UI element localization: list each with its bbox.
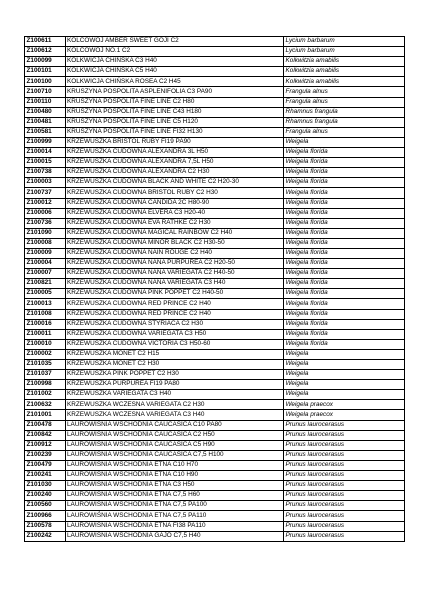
table-row	[25, 248, 405, 258]
product-code-cell: Z100101	[25, 67, 66, 77]
latin-name-cell: Weigela florida	[284, 319, 405, 329]
table-row	[25, 47, 405, 57]
table-row	[25, 400, 405, 410]
latin-name-cell: Frangula alnus	[284, 97, 405, 107]
product-code-cell: Z100015	[25, 158, 66, 168]
product-code-cell: Z100014	[25, 148, 66, 158]
latin-name-cell: Weigela florida	[284, 259, 405, 269]
table-row	[25, 349, 405, 359]
table-row	[25, 329, 405, 339]
table-row	[25, 420, 405, 430]
latin-name-cell: Weigela florida	[284, 329, 405, 339]
table-row	[25, 289, 405, 299]
product-name-cell: KRZEWUSZKA CUDOWNA RED PRINCE C2 H40	[65, 299, 284, 309]
product-name-cell: KRZEWUSZKA CUDOWNA MINOR BLACK C2 H30-50	[65, 238, 284, 248]
table-row	[25, 511, 405, 521]
product-name-cell: KRZEWUSZKA CUDOWNA NAIN ROUGE C2 H40	[65, 248, 284, 258]
product-name-cell: KRZEWUSZKA CUDOWNA PINK POPPET C2 H40-50	[65, 289, 284, 299]
table-row	[25, 410, 405, 420]
table-row	[25, 430, 405, 440]
latin-name-cell: Weigela florida	[284, 168, 405, 178]
product-name-cell: KRZEWUSZKA CUDOWNA MAGICAL RAINBOW C2 H40	[65, 228, 284, 238]
product-code-cell: Z100110	[25, 97, 66, 107]
latin-name-cell: Weigela florida	[284, 248, 405, 258]
plant-table-body	[25, 37, 405, 542]
table-row	[25, 370, 405, 380]
product-code-cell: Z100010	[25, 339, 66, 349]
product-code-cell: Z100100	[25, 77, 66, 87]
product-name-cell: KRZEWUSZKA PINK POPPET C2 H30	[65, 370, 284, 380]
product-name-cell: KRZEWUSZKA CUDOWNA RED PRINCE C2 H40	[65, 309, 284, 319]
latin-name-cell: Weigela florida	[284, 148, 405, 158]
product-name-cell: KOLCOWÓJ NO.1 C2	[65, 47, 284, 57]
table-row	[25, 218, 405, 228]
product-name-cell: KRZEWUSZKA CUDOWNA VARIEGATA C3 H50	[65, 329, 284, 339]
product-name-cell: KRZEWUSZKA CUDOWNA BLACK AND WHITE C2 H20-30	[65, 178, 284, 188]
table-row	[25, 491, 405, 501]
product-code-cell: Z101090	[25, 228, 66, 238]
table-row	[25, 309, 405, 319]
product-name-cell: LAUROWIŚNIA WSCHODNIA ETNA C10 H90	[65, 471, 284, 481]
product-code-cell: Z100002	[25, 349, 66, 359]
product-name-cell: KRUSZYNA POSPOLITA FINE LINE FI32 H130	[65, 127, 284, 137]
plant-table	[24, 36, 405, 542]
product-code-cell: Z100611	[25, 37, 66, 47]
table-row	[25, 521, 405, 531]
latin-name-cell: Weigela florida	[284, 218, 405, 228]
table-row	[25, 531, 405, 541]
product-name-cell: KRZEWUSZKA VARIEGATA C3 H40	[65, 390, 284, 400]
table-row	[25, 339, 405, 349]
latin-name-cell: Weigela florida	[284, 188, 405, 198]
product-name-cell: LAUROWIŚNIA WSCHODNIA ETNA C7,5 H60	[65, 491, 284, 501]
product-code-cell: Z100912	[25, 440, 66, 450]
table-row	[25, 471, 405, 481]
product-name-cell: KRZEWUSZKA CUDOWNA BRISTOL RUBY C2 H30	[65, 188, 284, 198]
table-row	[25, 228, 405, 238]
latin-name-cell: Lycium barbarum	[284, 47, 405, 57]
table-row	[25, 259, 405, 269]
product-code-cell: Z100998	[25, 380, 66, 390]
product-name-cell: LAUROWIŚNIA WSCHODNIA GAJO C7,5 H40	[65, 531, 284, 541]
latin-name-cell: Weigela florida	[284, 269, 405, 279]
latin-name-cell: Weigela	[284, 390, 405, 400]
table-row	[25, 67, 405, 77]
latin-name-cell: Weigela	[284, 380, 405, 390]
product-name-cell: KRZEWUSZKA CUDOWNA CANDIDA 2C H80-90	[65, 198, 284, 208]
latin-name-cell: Weigela praecox	[284, 410, 405, 420]
product-name-cell: LAUROWIŚNIA WSCHODNIA CAUCASICA C5 H90	[65, 440, 284, 450]
latin-name-cell: Kolkwitzia amabilis	[284, 67, 405, 77]
table-row	[25, 450, 405, 460]
latin-name-cell: Weigela florida	[284, 208, 405, 218]
product-name-cell: KRUSZYNA POSPOLITA FINE LINE C43 H180	[65, 107, 284, 117]
product-code-cell: Z100999	[25, 137, 66, 147]
product-name-cell: KOLCOWÓJ AMBER SWEET GOJI C2	[65, 37, 284, 47]
table-row	[25, 208, 405, 218]
product-name-cell: KRZEWUSZKA CUDOWNA STYRIACA C2 H30	[65, 319, 284, 329]
product-code-cell: Z101030	[25, 481, 66, 491]
latin-name-cell: Weigela florida	[284, 339, 405, 349]
product-code-cell: Z100239	[25, 450, 66, 460]
product-name-cell: LAUROWIŚNIA WSCHODNIA ETNA FI38 PA110	[65, 521, 284, 531]
table-row	[25, 360, 405, 370]
product-code-cell: Z100737	[25, 188, 66, 198]
latin-name-cell: Weigela florida	[284, 299, 405, 309]
table-row	[25, 37, 405, 47]
product-name-cell: LAUROWIŚNIA WSCHODNIA CAUCASICA C2 H50	[65, 430, 284, 440]
product-name-cell: KRZEWUSZKA CUDOWNA ALEXANDRA 3L H50	[65, 148, 284, 158]
product-name-cell: KRZEWUSZKA BRISTOL RUBY FI19 PA90	[65, 137, 284, 147]
product-name-cell: KRZEWUSZKA CUDOWNA NANA VARIEGATA C3 H40	[65, 279, 284, 289]
table-row	[25, 107, 405, 117]
product-code-cell: Z100478	[25, 420, 66, 430]
product-code-cell: Z100241	[25, 471, 66, 481]
plant-list-page	[24, 36, 400, 542]
table-row	[25, 168, 405, 178]
table-row	[25, 137, 405, 147]
product-code-cell: Z100016	[25, 319, 66, 329]
product-code-cell: Z100005	[25, 289, 66, 299]
latin-name-cell: Weigela florida	[284, 279, 405, 289]
product-name-cell: KRUSZYNA POSPOLITA ASPLENIFOLIA C3 PA90	[65, 87, 284, 97]
latin-name-cell: Weigela	[284, 360, 405, 370]
table-row	[25, 198, 405, 208]
product-code-cell: Z101037	[25, 370, 66, 380]
latin-name-cell: Prunus laurocerasus	[284, 491, 405, 501]
product-code-cell: Z101035	[25, 360, 66, 370]
table-row	[25, 279, 405, 289]
latin-name-cell: Weigela praecox	[284, 400, 405, 410]
table-row	[25, 188, 405, 198]
table-row	[25, 158, 405, 168]
latin-name-cell: Kolkwitzia amabilis	[284, 77, 405, 87]
product-code-cell: Z100012	[25, 198, 66, 208]
table-row	[25, 127, 405, 137]
table-row	[25, 97, 405, 107]
latin-name-cell: Frangula alnus	[284, 87, 405, 97]
latin-name-cell: Weigela	[284, 349, 405, 359]
product-name-cell: KRZEWUSZKA WCZESNA VARIEGATA C2 H30	[65, 400, 284, 410]
latin-name-cell: Prunus laurocerasus	[284, 460, 405, 470]
product-name-cell: KRZEWUSZKA CUDOWNA EVA RATHKE C2 H30	[65, 218, 284, 228]
latin-name-cell: Prunus laurocerasus	[284, 531, 405, 541]
latin-name-cell: Weigela florida	[284, 289, 405, 299]
latin-name-cell: Kolkwitzia amabilis	[284, 57, 405, 67]
product-code-cell: Z100966	[25, 511, 66, 521]
product-name-cell: KOLKWICJA CHIŃSKA C3 H40	[65, 57, 284, 67]
latin-name-cell: Weigela florida	[284, 309, 405, 319]
product-name-cell: KRZEWUSZKA CUDOWNA NANA VARIEGATA C2 H40-50	[65, 269, 284, 279]
latin-name-cell: Prunus laurocerasus	[284, 501, 405, 511]
product-name-cell: KRZEWUSZKA CUDOWNA ELVERA C3 H20-40	[65, 208, 284, 218]
product-code-cell: Z100612	[25, 47, 66, 57]
product-name-cell: KRZEWUSZKA PURPUREA FI19 PA80	[65, 380, 284, 390]
table-row	[25, 57, 405, 67]
latin-name-cell: Rhamnus frangula	[284, 107, 405, 117]
latin-name-cell: Rhamnus frangula	[284, 117, 405, 127]
table-row	[25, 77, 405, 87]
product-name-cell: KOLKWICJA CHIŃSKA C5 H40	[65, 67, 284, 77]
product-code-cell: Z100480	[25, 107, 66, 117]
latin-name-cell: Frangula alnus	[284, 127, 405, 137]
product-code-cell: Z100479	[25, 460, 66, 470]
latin-name-cell: Prunus laurocerasus	[284, 420, 405, 430]
latin-name-cell: Prunus laurocerasus	[284, 521, 405, 531]
latin-name-cell: Weigela	[284, 370, 405, 380]
product-name-cell: KRZEWUSZKA CUDOWNA ALEXANDRA 7,5L H50	[65, 158, 284, 168]
table-row	[25, 390, 405, 400]
latin-name-cell: Prunus laurocerasus	[284, 450, 405, 460]
product-name-cell: KRZEWUSZKA WCZESNA VARIEGATA C3 H40	[65, 410, 284, 420]
latin-name-cell: Prunus laurocerasus	[284, 471, 405, 481]
table-row	[25, 238, 405, 248]
product-code-cell: Z100004	[25, 259, 66, 269]
latin-name-cell: Prunus laurocerasus	[284, 440, 405, 450]
latin-name-cell: Weigela	[284, 137, 405, 147]
product-code-cell: Z100560	[25, 501, 66, 511]
product-name-cell: LAUROWIŚNIA WSCHODNIA ETNA C10 H70	[65, 460, 284, 470]
product-name-cell: KOLKWICJA CHIŃSKA ROSEA C2 H45	[65, 77, 284, 87]
table-row	[25, 87, 405, 97]
latin-name-cell: Prunus laurocerasus	[284, 511, 405, 521]
product-code-cell: Z100003	[25, 178, 66, 188]
product-code-cell: Z100011	[25, 329, 66, 339]
product-code-cell: Z100009	[25, 248, 66, 258]
product-code-cell: Z100008	[25, 238, 66, 248]
table-row	[25, 460, 405, 470]
table-row	[25, 178, 405, 188]
product-code-cell: Z100242	[25, 531, 66, 541]
product-name-cell: KRUSZYNA POSPOLITA FINE LINE C5 H120	[65, 117, 284, 127]
product-code-cell: Z100006	[25, 208, 66, 218]
product-code-cell: Z100578	[25, 521, 66, 531]
table-row	[25, 148, 405, 158]
table-row	[25, 380, 405, 390]
product-name-cell: LAUROWIŚNIA WSCHODNIA ETNA C3 H50	[65, 481, 284, 491]
latin-name-cell: Weigela florida	[284, 238, 405, 248]
table-row	[25, 117, 405, 127]
product-name-cell: LAUROWIŚNIA WSCHODNIA ETNA C7,5 PA110	[65, 511, 284, 521]
product-name-cell: LAUROWIŚNIA WSCHODNIA ETNA C7,5 PA100	[65, 501, 284, 511]
product-code-cell: Z100099	[25, 57, 66, 67]
latin-name-cell: Weigela florida	[284, 198, 405, 208]
latin-name-cell: Lycium barbarum	[284, 37, 405, 47]
product-code-cell: Z100007	[25, 269, 66, 279]
product-code-cell: Z100240	[25, 491, 66, 501]
product-name-cell: KRZEWUSZKA CUDOWNA NANA PURPUREA C2 H20-50	[65, 259, 284, 269]
product-code-cell: Z101008	[25, 309, 66, 319]
product-code-cell: Z100738	[25, 168, 66, 178]
product-code-cell: Z101002	[25, 390, 66, 400]
latin-name-cell: Weigela florida	[284, 158, 405, 168]
product-name-cell: KRZEWUSZKA CUDOWNA ALEXANDRA C2 H30	[65, 168, 284, 178]
latin-name-cell: Weigela florida	[284, 178, 405, 188]
table-row	[25, 481, 405, 491]
product-code-cell: Z100632	[25, 400, 66, 410]
product-code-cell: Z100710	[25, 87, 66, 97]
product-name-cell: LAUROWIŚNIA WSCHODNIA CAUCASICA C10 PA80	[65, 420, 284, 430]
product-name-cell: KRZEWUSZKA MONET C2 H30	[65, 360, 284, 370]
product-name-cell: LAUROWIŚNIA WSCHODNIA CAUCASICA C7,5 H100	[65, 450, 284, 460]
product-code-cell: Z100821	[25, 279, 66, 289]
latin-name-cell: Prunus laurocerasus	[284, 481, 405, 491]
table-row	[25, 299, 405, 309]
product-code-cell: Z100013	[25, 299, 66, 309]
product-code-cell: Z100581	[25, 127, 66, 137]
product-code-cell: Z100736	[25, 218, 66, 228]
table-row	[25, 269, 405, 279]
product-name-cell: KRUSZYNA POSPOLITA FINE LINE C2 H80	[65, 97, 284, 107]
latin-name-cell: Weigela florida	[284, 228, 405, 238]
product-code-cell: Z101001	[25, 410, 66, 420]
table-row	[25, 319, 405, 329]
product-name-cell: KRZEWUSZKA MONET C2 H15	[65, 349, 284, 359]
product-code-cell: Z100481	[25, 117, 66, 127]
table-row	[25, 501, 405, 511]
product-code-cell: Z100842	[25, 430, 66, 440]
product-name-cell: KRZEWUSZKA CUDOWNA VICTORIA C3 H50-60	[65, 339, 284, 349]
latin-name-cell: Prunus laurocerasus	[284, 430, 405, 440]
table-row	[25, 440, 405, 450]
